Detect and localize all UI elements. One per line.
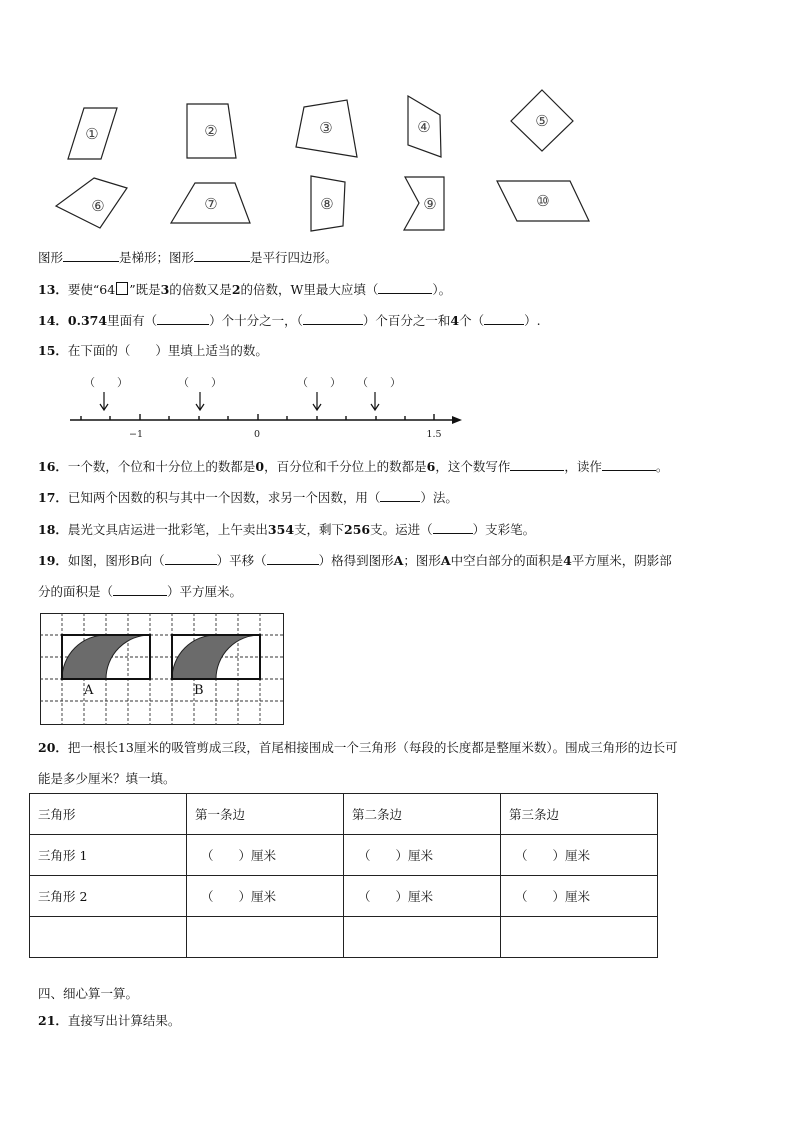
shape-label-6: ⑥ xyxy=(91,197,105,215)
table-row xyxy=(30,835,658,876)
q21-line xyxy=(38,1013,180,1029)
q19-line-2: 分的面积是（ ）平方厘米。 xyxy=(38,584,243,599)
number-line-arrowhead xyxy=(452,416,462,424)
tick-label-1-5: 1.5 xyxy=(426,429,442,440)
table-cell-answer[interactable]: （ ）厘米 xyxy=(187,876,344,917)
table-cell[interactable] xyxy=(344,917,501,958)
q17-blank[interactable] xyxy=(380,489,420,502)
q19-line-1: 19．如图，图形B向（ ）平移（ ）格得到图形A；图形A中空白部分的面积是4平方厘米，阴影部 xyxy=(38,553,672,568)
number-line-paren-3[interactable]: （ ） xyxy=(297,376,341,389)
q13-line: 13．要使“64 ”既是3的倍数又是2的倍数，W里最大应填（ ）。 xyxy=(38,282,452,297)
grid-label-a: A xyxy=(84,683,94,698)
table-cell-answer[interactable]: （ ）厘米 xyxy=(501,835,658,876)
number-line-paren-1[interactable]: （ ） xyxy=(84,376,128,389)
q17-line: 17．已知两个因数的积与其中一个因数，求另一个因数，用（ ）法。 xyxy=(38,490,458,505)
q12-text-1: 图形 xyxy=(38,250,64,265)
table-row xyxy=(30,917,658,958)
q12-blank-trapezoid[interactable] xyxy=(63,249,119,262)
q14-value: 0.374 xyxy=(67,313,108,328)
q13-number: 13． xyxy=(38,282,68,297)
q20-number: 20． xyxy=(38,740,68,755)
table-header-row xyxy=(30,794,658,835)
tick-label-0: 0 xyxy=(253,429,261,440)
q15-number: 15． xyxy=(38,343,68,358)
table-cell[interactable] xyxy=(501,917,658,958)
q15-line xyxy=(38,343,268,359)
shape-label-4: ④ xyxy=(417,118,431,136)
q19-blank-squares[interactable] xyxy=(267,552,319,565)
q14-blank-tenths[interactable] xyxy=(157,312,209,325)
q14-number: 14． xyxy=(38,313,68,328)
shape-label-2: ② xyxy=(204,122,218,140)
table-row xyxy=(30,876,658,917)
q13-text-4: 的倍数，W里最大应填（ xyxy=(240,282,379,297)
shape-labels xyxy=(85,112,549,215)
table-cell[interactable] xyxy=(187,917,344,958)
table-header-cell: 第二条边 xyxy=(344,794,501,835)
table-cell: 三角形 1 xyxy=(30,835,187,876)
shape-label-8: ⑧ xyxy=(320,195,334,213)
shape-label-1: ① xyxy=(85,125,99,143)
shape-label-9: ⑨ xyxy=(423,195,437,213)
q12-text-3: 是平行四边形。 xyxy=(250,250,338,265)
table-header-cell: 第三条边 xyxy=(501,794,658,835)
number-line xyxy=(0,372,794,442)
table-cell-answer[interactable]: （ ）厘米 xyxy=(344,876,501,917)
q16-line: 16．一个数，个位和十分位上的数都是0，百分位和千分位上的数都是6，这个数写作 ，读作 。 xyxy=(38,459,669,474)
q18-line: 18．晨光文具店运进一批彩笔，上午卖出354支，剩下256支。运进（ ）支彩笔。 xyxy=(38,522,536,537)
q12-line xyxy=(38,249,338,266)
grid-label-b: B xyxy=(194,683,204,698)
table-header-cell: 第一条边 xyxy=(187,794,344,835)
table-cell-answer[interactable]: （ ）厘米 xyxy=(344,835,501,876)
q14-blank-hundredths[interactable] xyxy=(303,312,363,325)
shape-label-3: ③ xyxy=(319,119,333,137)
q18-blank[interactable] xyxy=(433,521,473,534)
q17-number: 17． xyxy=(38,490,68,505)
section-4-heading: 四、细心算一算。 xyxy=(38,986,139,1001)
q13-blank[interactable] xyxy=(378,281,432,294)
table-cell: 三角形 2 xyxy=(30,876,187,917)
q13-text-1: 要使“64 xyxy=(67,282,116,297)
tick-label-neg1: −1 xyxy=(128,429,144,440)
q16-blank-write[interactable] xyxy=(510,458,564,471)
number-line-ticks xyxy=(81,414,434,420)
shapes-figure xyxy=(0,85,794,235)
q13-text-2: ”既是 xyxy=(129,282,161,297)
q12-text-2: 是梯形；图形 xyxy=(119,250,195,265)
q18-number: 18． xyxy=(38,522,68,537)
shape-label-7: ⑦ xyxy=(204,195,218,213)
q19-blank-direction[interactable] xyxy=(165,552,217,565)
q16-number: 16． xyxy=(38,459,68,474)
q19-number: 19． xyxy=(38,553,68,568)
q16-blank-read[interactable] xyxy=(602,458,656,471)
q12-blank-parallelogram[interactable] xyxy=(194,249,250,262)
q21-number: 21． xyxy=(38,1013,68,1028)
grid-figure xyxy=(40,613,284,725)
number-line-paren-2[interactable]: （ ） xyxy=(178,376,222,389)
number-line-paren-4[interactable]: （ ） xyxy=(357,376,401,389)
shape-label-10: ⑩ xyxy=(536,192,550,210)
q21-text: 直接写出计算结果。 xyxy=(67,1013,181,1028)
shape-label-5: ⑤ xyxy=(535,112,549,130)
q19-blank-area[interactable] xyxy=(113,583,167,596)
q15-text: 在下面的（ ）里填上适当的数。 xyxy=(67,343,268,358)
table-cell-answer[interactable]: （ ）厘米 xyxy=(187,835,344,876)
table-cell[interactable] xyxy=(30,917,187,958)
triangle-table xyxy=(29,793,658,958)
q20-line-1: 20．把一根长13厘米的吸管剪成三段，首尾相接围成一个三角形（每段的长度都是整厘米数）。围成三角形的边长可 xyxy=(38,740,678,755)
table-header-cell: 三角形 xyxy=(30,794,187,835)
square-box-icon xyxy=(116,282,128,295)
q14-blank-unit[interactable] xyxy=(484,312,524,325)
table-cell-answer[interactable]: （ ）厘米 xyxy=(501,876,658,917)
arrow-down-icons xyxy=(100,392,379,410)
q20-line-2 xyxy=(38,771,176,787)
q20-text-2: 能是多少厘米？填一填。 xyxy=(38,771,176,786)
q14-line: 14．0.374里面有（ ）个十分之一，（ ）个百分之一和4个（ ）. xyxy=(38,313,541,328)
